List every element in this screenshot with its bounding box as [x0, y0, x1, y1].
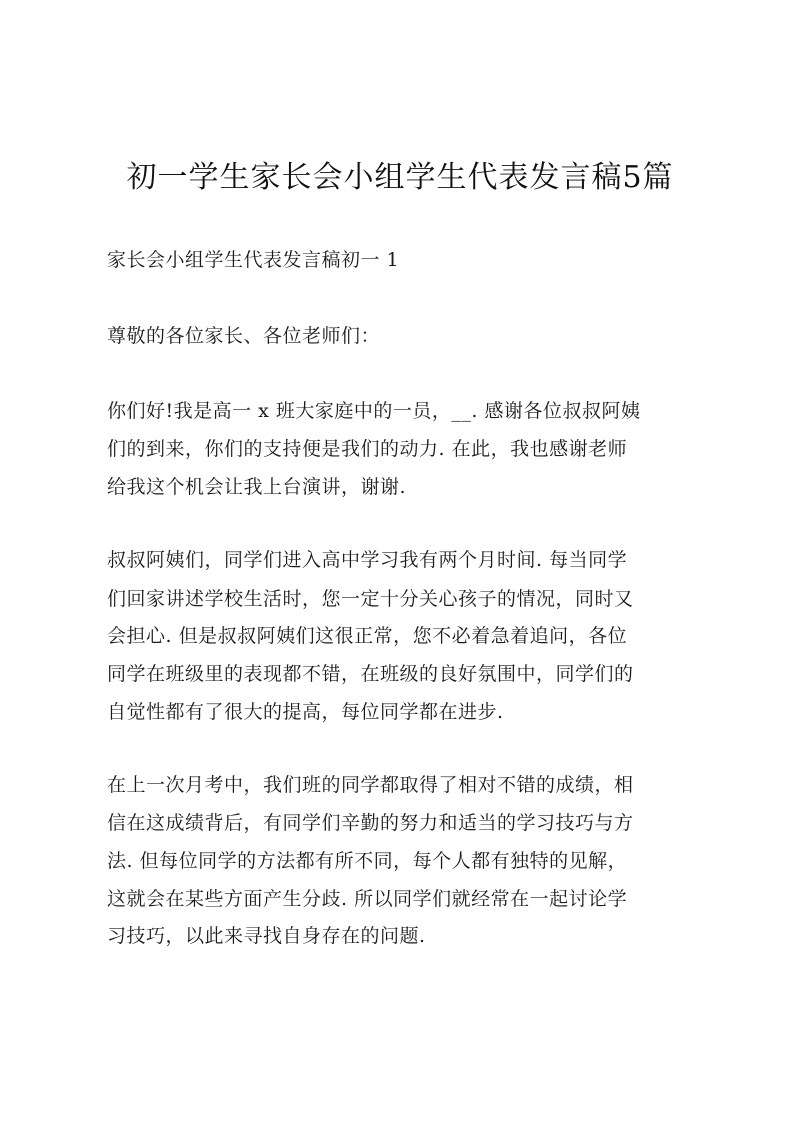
paragraph-line: 法. 但每位同学的方法都有所不同，每个人都有独特的见解， — [107, 850, 628, 872]
page-title: 初一学生家长会小组学生代表发言稿5篇 — [126, 160, 674, 195]
paragraph-line: 同学在班级里的表现都不错，在班级的良好氛围中，同学们的 — [107, 663, 634, 685]
salutation: 尊敬的各位家长、各位老师们： — [107, 325, 381, 347]
paragraph-line: 们回家讲述学校生活时，您一定十分关心孩子的情况，同时又 — [107, 588, 634, 610]
paragraph-line: 会担心. 但是叔叔阿姨们这很正常，您不必着急着追问，各位 — [107, 625, 628, 647]
paragraph-line: 给我这个机会让我上台演讲，谢谢. — [107, 476, 407, 498]
paragraph-line: 这就会在某些方面产生分歧. 所以同学们就经常在一起讨论学 — [107, 888, 628, 910]
section-subtitle: 家长会小组学生代表发言稿初一 1 — [107, 249, 400, 271]
paragraph-line: 自觉性都有了很大的提高，每位同学都在进步. — [107, 701, 504, 723]
paragraph-line: 在上一次月考中，我们班的同学都取得了相对不错的成绩，相 — [107, 774, 634, 796]
paragraph-line: 叔叔阿姨们，同学们进入高中学习我有两个月时间. 每当同学 — [107, 549, 628, 571]
paragraph-line: 们的到来，你们的支持便是我们的动力. 在此，我也感谢老师 — [107, 438, 628, 460]
paragraph-line: 你们好!我是高一 x 班大家庭中的一员，__. 感谢各位叔叔阿姨 — [107, 400, 641, 422]
paragraph-line: 信在这成绩背后，有同学们辛勤的努力和适当的学习技巧与方 — [107, 812, 634, 834]
paragraph-line: 习技巧，以此来寻找自身存在的问题. — [107, 925, 426, 947]
